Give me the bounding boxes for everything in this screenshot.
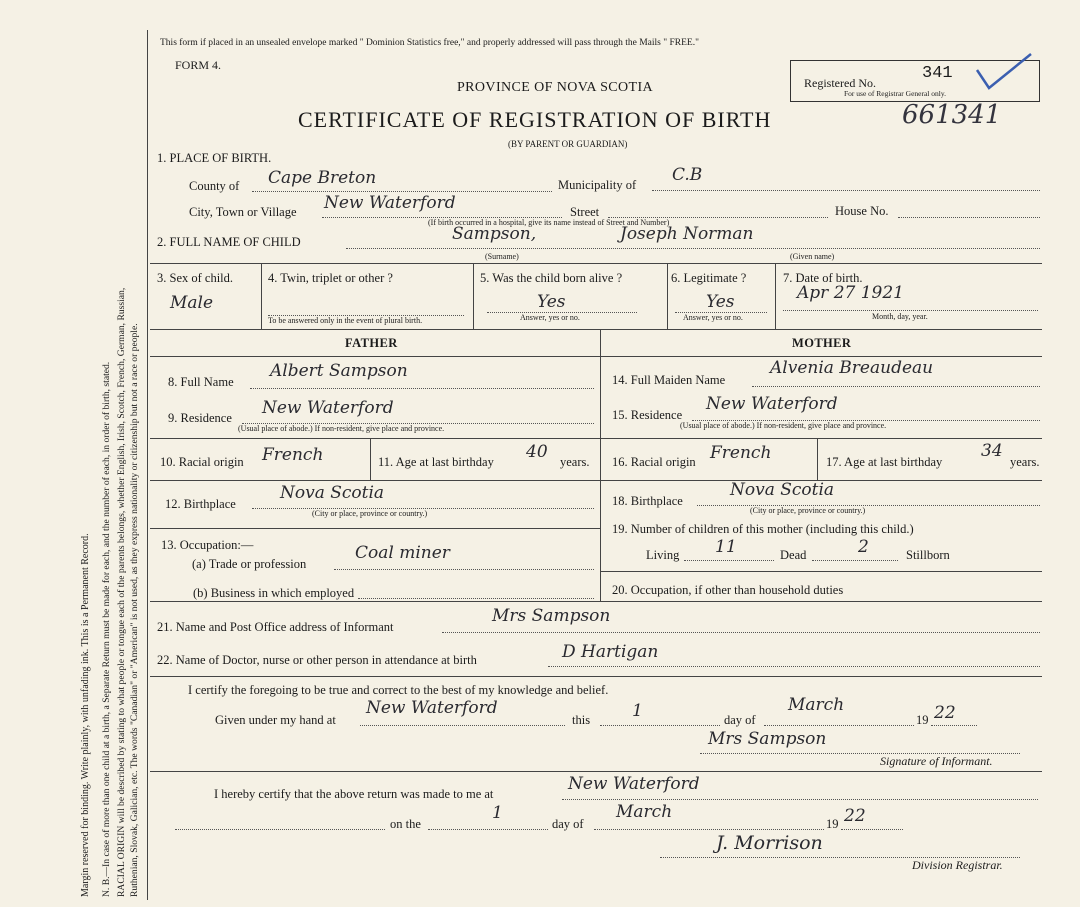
margin-note: Margin reserved for binding. Write plainly, with unfading ink. This is a Permanent Record. <box>80 533 91 897</box>
dob-label: 7. Date of birth. <box>783 271 863 285</box>
mother-racial-origin: French <box>710 443 772 463</box>
certify-month: March <box>788 695 845 715</box>
given-place: New Waterford <box>366 698 498 718</box>
father-heading: FATHER <box>345 336 398 350</box>
informant-value: Mrs Sampson <box>492 606 611 626</box>
father-residence: New Waterford <box>262 398 394 418</box>
twin-note: To be answered only in the event of plural birth. <box>268 316 423 325</box>
informant-signature: Mrs Sampson <box>708 729 827 749</box>
mother-occupation-label: 20. Occupation, if other than household duties <box>612 583 844 597</box>
father-residence-label: 9. Residence <box>168 411 232 425</box>
nb-note: N. B.—In case of more than one child at a birth, a Separate Return must be made for each, and the number of each, in order of birth, stated. <box>101 361 112 897</box>
dob-value: Apr 27 1921 <box>797 283 904 303</box>
alive-label: 5. Was the child born alive ? <box>480 271 623 285</box>
father-name-label: 8. Full Name <box>168 375 234 389</box>
this-label: this <box>572 713 591 727</box>
legitimate-label: 6. Legitimate ? <box>671 271 747 285</box>
informant-signature-caption: Signature of Informant. <box>880 754 993 768</box>
certificate-subtitle: (BY PARENT OR GUARDIAN) <box>508 139 628 149</box>
racial-origin-note: RACIAL ORIGIN will be described by stating to what people or tongue each of the parents belongs, whether English, Irish, Scotch, French, German, Russian, <box>116 287 127 897</box>
father-trade: Coal miner <box>355 543 450 563</box>
house-number-label: House No. <box>835 204 889 218</box>
child-name-label: 2. FULL NAME OF CHILD <box>157 235 301 249</box>
father-birthplace-label: 12. Birthplace <box>165 497 236 511</box>
certify-year-prefix: 19 <box>916 713 929 727</box>
registrar-year-prefix: 19 <box>826 817 839 831</box>
father-birthplace-note: (City or place, province or country.) <box>312 509 428 518</box>
living-count: 11 <box>715 537 737 557</box>
province-title: PROVINCE OF NOVA SCOTIA <box>457 80 654 95</box>
stillborn-label: Stillborn <box>906 548 950 562</box>
mother-age-label: 17. Age at last birthday <box>826 455 943 469</box>
mother-racial-label: 16. Racial origin <box>612 455 696 469</box>
dob-note: Month, day, year. <box>872 312 928 321</box>
registrar-note: For use of Registrar General only. <box>844 89 946 98</box>
municipality-value: C.B <box>672 165 703 185</box>
business-label: (b) Business in which employed <box>193 586 355 600</box>
children-count-label: 19. Number of children of this mother (including this child.) <box>612 522 914 536</box>
mother-years-label: years. <box>1010 455 1040 469</box>
form-number: FORM 4. <box>175 58 222 72</box>
father-residence-note: (Usual place of abode.) If non-resident, give place and province. <box>238 424 445 433</box>
sex-value: Male <box>170 293 214 313</box>
father-name: Albert Sampson <box>270 361 408 381</box>
mother-birthplace-note: (City or place, province or country.) <box>750 506 866 515</box>
sex-label: 3. Sex of child. <box>157 271 234 285</box>
father-racial-origin: French <box>262 445 324 465</box>
mother-residence-label: 15. Residence <box>612 408 683 422</box>
certify-day: 1 <box>632 701 643 721</box>
registrar-month: March <box>616 802 673 822</box>
place-heading: 1. PLACE OF BIRTH. <box>157 151 272 165</box>
doctor-label: 22. Name of Doctor, nurse or other person in attendance at birth <box>157 653 477 667</box>
registrar-day-label: day of <box>552 817 584 831</box>
handwritten-register-number: 661341 <box>902 100 1002 130</box>
racial-origin-note-2: Ruthenian, Slovak, Galician, etc. The words "Canadian" or "American" is not used, as they express nationality or citizenship but not a race or people. <box>129 323 140 897</box>
alive-note: Answer, yes or no. <box>520 313 580 322</box>
doctor-value: D Hartigan <box>562 642 659 662</box>
surname-caption: (Surname) <box>485 252 519 261</box>
mother-birthplace: Nova Scotia <box>730 480 835 500</box>
county-label: County of <box>189 179 240 193</box>
municipality-label: Municipality of <box>558 178 637 192</box>
mother-residence: New Waterford <box>706 394 838 414</box>
living-label: Living <box>646 548 680 562</box>
mother-residence-note: (Usual place of abode.) If non-resident, give place and province. <box>680 421 887 430</box>
form-left-border <box>147 30 148 900</box>
checkmark-icon <box>975 50 1035 98</box>
trade-label: (a) Trade or profession <box>192 557 307 571</box>
informant-label: 21. Name and Post Office address of Informant <box>157 620 394 634</box>
certify-day-label: day of <box>724 713 756 727</box>
father-age: 40 <box>526 442 548 462</box>
registered-number: 341 <box>922 64 953 83</box>
father-years-label: years. <box>560 455 590 469</box>
city-label: City, Town or Village <box>189 205 297 219</box>
certify-text: I certify the foregoing to be true and correct to the best of my knowledge and belief. <box>188 683 609 697</box>
mother-age: 34 <box>981 441 1003 461</box>
certify-year: 22 <box>934 703 956 723</box>
mother-heading: MOTHER <box>792 336 852 350</box>
child-surname: Sampson, <box>452 224 537 244</box>
street-label: Street <box>570 205 600 219</box>
given-name-caption: (Given name) <box>790 252 835 261</box>
county-value: Cape Breton <box>268 168 377 188</box>
registered-label: Registered No. <box>804 76 876 90</box>
father-racial-label: 10. Racial origin <box>160 455 244 469</box>
dead-label: Dead <box>780 548 807 562</box>
father-birthplace: Nova Scotia <box>280 483 385 503</box>
mail-note: This form if placed in an unsealed envelope marked " Dominion Statistics free," and properly addressed will pass through the Mails " FREE." <box>160 38 699 48</box>
legitimate-value: Yes <box>706 292 735 312</box>
mother-birthplace-label: 18. Birthplace <box>612 494 683 508</box>
twin-label: 4. Twin, triplet or other ? <box>268 271 393 285</box>
dead-count: 2 <box>858 537 869 557</box>
registrar-text: I hereby certify that the above return was made to me at <box>214 787 494 801</box>
alive-value: Yes <box>537 292 566 312</box>
father-age-label: 11. Age at last birthday <box>378 455 494 469</box>
occupation-label: 13. Occupation:— <box>161 538 254 552</box>
city-value: New Waterford <box>324 193 456 213</box>
child-given-name: Joseph Norman <box>620 224 754 244</box>
registrar-caption: Division Registrar. <box>912 858 1003 872</box>
registrar-place: New Waterford <box>568 774 700 794</box>
registrar-on-label: on the <box>390 817 421 831</box>
certificate-title: CERTIFICATE OF REGISTRATION OF BIRTH <box>298 107 772 132</box>
registrar-day: 1 <box>492 803 503 823</box>
given-under-label: Given under my hand at <box>215 713 336 727</box>
mother-maiden-name: Alvenia Breaudeau <box>770 358 934 378</box>
mother-name-label: 14. Full Maiden Name <box>612 373 726 387</box>
registrar-signature: J. Morrison <box>716 832 823 854</box>
legitimate-note: Answer, yes or no. <box>683 313 743 322</box>
registrar-year: 22 <box>844 806 866 826</box>
hospital-note: (If birth occurred in a hospital, give its name instead of Street and Number) <box>428 218 670 227</box>
